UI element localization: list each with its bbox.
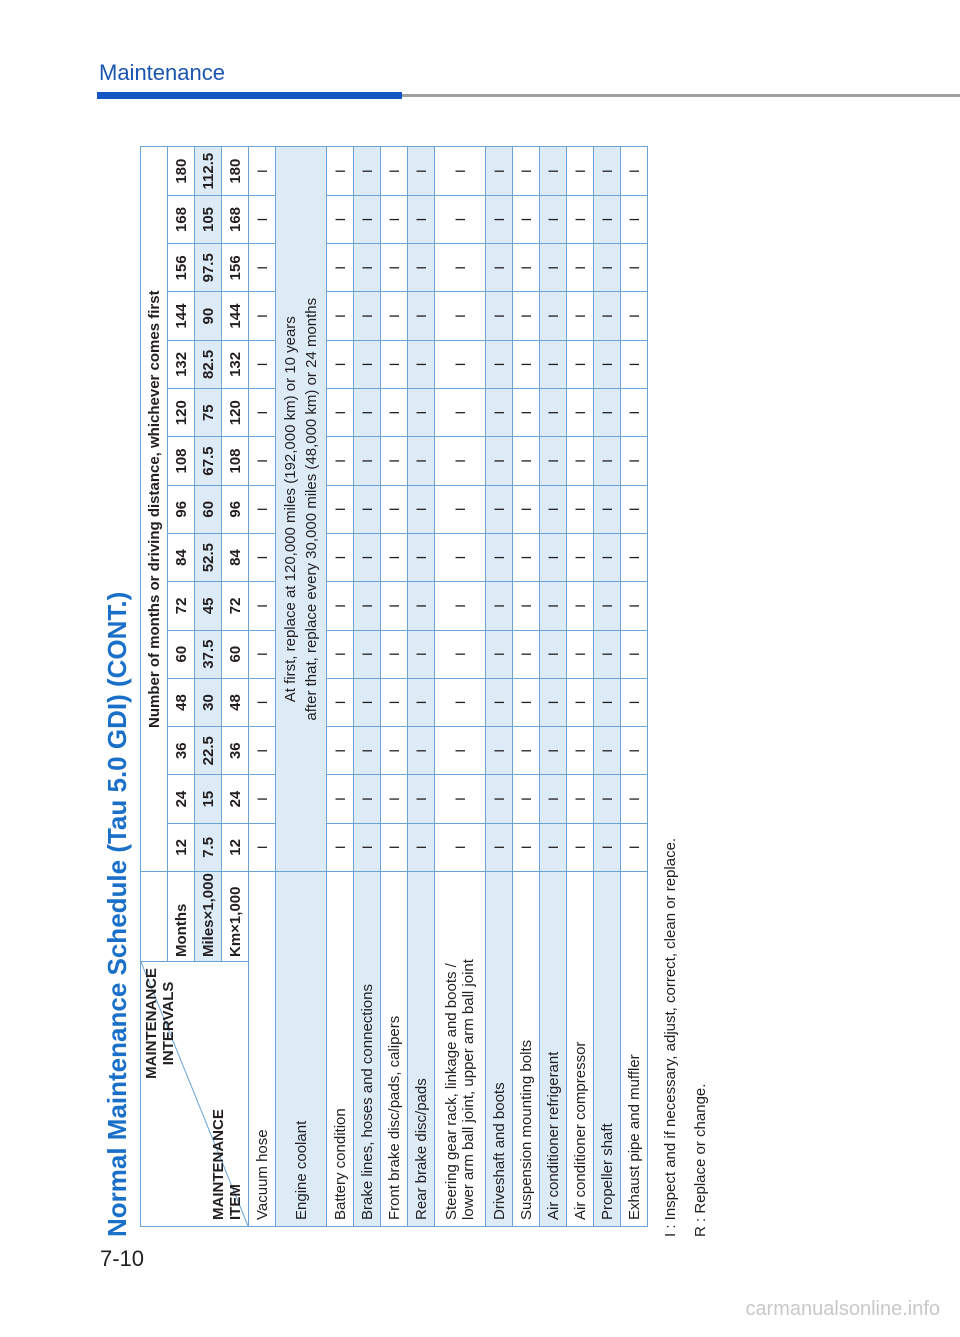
interval-mark: I bbox=[540, 485, 567, 533]
interval-mark: I bbox=[567, 533, 594, 581]
months-value: 72 bbox=[168, 582, 195, 630]
interval-mark: I bbox=[327, 823, 354, 871]
miles-value: 112.5 bbox=[195, 147, 222, 195]
interval-mark: I bbox=[621, 630, 648, 678]
interval-mark: I bbox=[621, 533, 648, 581]
interval-mark: I bbox=[408, 775, 435, 823]
interval-mark: I bbox=[621, 244, 648, 292]
interval-mark: I bbox=[621, 582, 648, 630]
interval-mark: I bbox=[486, 340, 513, 388]
interval-mark: I bbox=[513, 582, 540, 630]
interval-mark: I bbox=[327, 244, 354, 292]
interval-mark: I bbox=[567, 630, 594, 678]
interval-mark: I bbox=[435, 147, 486, 195]
interval-mark: I bbox=[621, 292, 648, 340]
interval-mark: I bbox=[540, 195, 567, 243]
interval-mark: I bbox=[435, 485, 486, 533]
interval-mark: I bbox=[435, 823, 486, 871]
interval-mark: I bbox=[567, 485, 594, 533]
km-label: Km×1,000 bbox=[222, 872, 249, 962]
interval-mark: I bbox=[486, 389, 513, 437]
interval-mark: I bbox=[567, 340, 594, 388]
interval-mark: I bbox=[435, 582, 486, 630]
months-value: 132 bbox=[168, 340, 195, 388]
interval-mark: I bbox=[513, 147, 540, 195]
corner-intervals-label: MAINTENANCE INTERVALS bbox=[143, 968, 177, 1079]
months-value: 60 bbox=[168, 630, 195, 678]
interval-mark: I bbox=[354, 147, 381, 195]
interval-mark: I bbox=[540, 727, 567, 775]
km-value: 96 bbox=[222, 485, 249, 533]
interval-mark: I bbox=[540, 389, 567, 437]
months-value: 12 bbox=[168, 823, 195, 871]
unit-spacer bbox=[141, 872, 168, 962]
interval-mark: I bbox=[621, 389, 648, 437]
interval-mark: I bbox=[435, 775, 486, 823]
interval-mark: I bbox=[540, 340, 567, 388]
maintenance-item: Battery condition bbox=[327, 872, 354, 1227]
table-row bbox=[327, 147, 354, 1227]
interval-mark: I bbox=[381, 678, 408, 726]
interval-mark: I bbox=[435, 533, 486, 581]
interval-mark: I bbox=[594, 823, 621, 871]
interval-mark: I bbox=[381, 823, 408, 871]
interval-mark: I bbox=[567, 775, 594, 823]
months-value: 120 bbox=[168, 389, 195, 437]
interval-mark: I bbox=[540, 630, 567, 678]
interval-mark: I bbox=[381, 485, 408, 533]
months-value: 36 bbox=[168, 727, 195, 775]
interval-mark: I bbox=[408, 437, 435, 485]
interval-mark: I bbox=[354, 823, 381, 871]
interval-mark: I bbox=[486, 823, 513, 871]
table-corner-header bbox=[141, 962, 249, 1227]
interval-mark: I bbox=[249, 437, 276, 485]
maintenance-item: Propeller shaft bbox=[594, 872, 621, 1227]
interval-mark: I bbox=[381, 437, 408, 485]
maintenance-item: Air conditioner refrigerant bbox=[540, 872, 567, 1227]
interval-mark: I bbox=[249, 292, 276, 340]
interval-mark: I bbox=[567, 727, 594, 775]
interval-mark: I bbox=[408, 823, 435, 871]
interval-mark: I bbox=[435, 437, 486, 485]
interval-mark: I bbox=[354, 727, 381, 775]
interval-mark: I bbox=[513, 485, 540, 533]
interval-mark: I bbox=[381, 340, 408, 388]
table-row bbox=[486, 147, 513, 1227]
interval-mark: I bbox=[594, 775, 621, 823]
maintenance-item: Engine coolant bbox=[276, 872, 327, 1227]
interval-mark: I bbox=[594, 533, 621, 581]
page-title: Normal Maintenance Schedule (Tau 5.0 GDI) (CONT.) bbox=[102, 591, 132, 1237]
months-value: 96 bbox=[168, 485, 195, 533]
interval-mark: I bbox=[486, 678, 513, 726]
interval-mark: I bbox=[354, 292, 381, 340]
interval-mark: I bbox=[327, 533, 354, 581]
miles-value: 15 bbox=[195, 775, 222, 823]
interval-mark: I bbox=[327, 195, 354, 243]
miles-label: Miles×1,000 bbox=[195, 872, 222, 962]
interval-mark: I bbox=[621, 775, 648, 823]
interval-mark: I bbox=[486, 292, 513, 340]
interval-mark: I bbox=[354, 389, 381, 437]
interval-mark: I bbox=[540, 678, 567, 726]
miles-value: 82.5 bbox=[195, 340, 222, 388]
interval-mark: I bbox=[594, 195, 621, 243]
interval-mark: I bbox=[513, 244, 540, 292]
interval-mark: I bbox=[249, 727, 276, 775]
interval-mark: I bbox=[513, 727, 540, 775]
interval-mark: I bbox=[567, 389, 594, 437]
interval-mark: I bbox=[435, 292, 486, 340]
maintenance-table bbox=[140, 146, 648, 1227]
interval-mark: I bbox=[567, 147, 594, 195]
interval-mark: I bbox=[594, 678, 621, 726]
interval-mark: I bbox=[540, 775, 567, 823]
interval-mark: I bbox=[408, 389, 435, 437]
interval-mark: I bbox=[567, 678, 594, 726]
interval-mark: I bbox=[540, 147, 567, 195]
interval-mark: I bbox=[408, 292, 435, 340]
interval-mark: I bbox=[594, 727, 621, 775]
km-value: 84 bbox=[222, 533, 249, 581]
interval-mark: I bbox=[327, 340, 354, 388]
header-accent-bar bbox=[97, 92, 402, 99]
interval-mark: I bbox=[486, 147, 513, 195]
interval-mark: I bbox=[354, 582, 381, 630]
interval-mark: I bbox=[408, 147, 435, 195]
interval-mark: I bbox=[327, 147, 354, 195]
km-value: 48 bbox=[222, 678, 249, 726]
interval-mark: I bbox=[513, 195, 540, 243]
interval-mark: I bbox=[354, 678, 381, 726]
interval-mark: I bbox=[513, 340, 540, 388]
interval-mark: I bbox=[381, 195, 408, 243]
table-row bbox=[408, 147, 435, 1227]
interval-mark: I bbox=[327, 582, 354, 630]
interval-mark: I bbox=[249, 244, 276, 292]
interval-mark: I bbox=[354, 244, 381, 292]
interval-mark: I bbox=[540, 582, 567, 630]
km-value: 36 bbox=[222, 727, 249, 775]
miles-value: 22.5 bbox=[195, 727, 222, 775]
interval-mark: I bbox=[513, 389, 540, 437]
interval-mark: I bbox=[354, 533, 381, 581]
months-value: 168 bbox=[168, 195, 195, 243]
interval-mark: I bbox=[408, 485, 435, 533]
interval-mark: I bbox=[408, 340, 435, 388]
months-value: 156 bbox=[168, 244, 195, 292]
interval-mark: I bbox=[381, 533, 408, 581]
rotated-content bbox=[102, 117, 802, 1237]
interval-mark: I bbox=[567, 582, 594, 630]
km-value: 72 bbox=[222, 582, 249, 630]
months-value: 84 bbox=[168, 533, 195, 581]
interval-mark: I bbox=[621, 823, 648, 871]
km-value: 168 bbox=[222, 195, 249, 243]
legend-line: I : Inspect and if necessary, adjust, correct, clean or replace. bbox=[662, 837, 679, 1237]
interval-mark: I bbox=[327, 485, 354, 533]
interval-mark: I bbox=[513, 630, 540, 678]
interval-mark: I bbox=[567, 437, 594, 485]
months-value: 108 bbox=[168, 437, 195, 485]
interval-mark: I bbox=[594, 485, 621, 533]
km-value: 156 bbox=[222, 244, 249, 292]
interval-mark: I bbox=[354, 775, 381, 823]
km-value: 120 bbox=[222, 389, 249, 437]
interval-mark: I bbox=[354, 485, 381, 533]
interval-mark: I bbox=[381, 147, 408, 195]
interval-mark: I bbox=[486, 533, 513, 581]
km-value: 24 bbox=[222, 775, 249, 823]
interval-mark: I bbox=[249, 485, 276, 533]
interval-mark: I bbox=[249, 582, 276, 630]
interval-mark: I bbox=[513, 775, 540, 823]
maintenance-item: Front brake disc/pads, calipers bbox=[381, 872, 408, 1227]
interval-mark: I bbox=[249, 389, 276, 437]
interval-mark: I bbox=[381, 292, 408, 340]
interval-mark: I bbox=[594, 244, 621, 292]
miles-value: 97.5 bbox=[195, 244, 222, 292]
interval-mark: I bbox=[408, 533, 435, 581]
interval-mark: I bbox=[327, 678, 354, 726]
watermark: carmanualsonline.info bbox=[745, 1298, 940, 1320]
interval-mark: I bbox=[249, 823, 276, 871]
miles-value: 105 bbox=[195, 195, 222, 243]
months-value: 180 bbox=[168, 147, 195, 195]
interval-mark: I bbox=[381, 582, 408, 630]
interval-mark: I bbox=[621, 727, 648, 775]
interval-mark: I bbox=[567, 823, 594, 871]
page-number: 7-10 bbox=[100, 1246, 145, 1271]
table-row bbox=[381, 147, 408, 1227]
interval-mark: I bbox=[381, 630, 408, 678]
interval-mark: I bbox=[567, 195, 594, 243]
interval-mark: I bbox=[327, 727, 354, 775]
interval-mark: I bbox=[594, 292, 621, 340]
interval-mark: I bbox=[435, 678, 486, 726]
table-row bbox=[594, 147, 621, 1227]
interval-mark: I bbox=[381, 244, 408, 292]
maintenance-item: Rear brake disc/pads bbox=[408, 872, 435, 1227]
interval-mark: I bbox=[249, 678, 276, 726]
interval-mark: I bbox=[513, 437, 540, 485]
interval-mark: I bbox=[621, 340, 648, 388]
months-label: Months bbox=[168, 872, 195, 962]
interval-mark: I bbox=[249, 340, 276, 388]
interval-mark: I bbox=[513, 823, 540, 871]
interval-mark: I bbox=[327, 292, 354, 340]
maintenance-item: Driveshaft and boots bbox=[486, 872, 513, 1227]
header-divider bbox=[402, 94, 960, 97]
km-value: 60 bbox=[222, 630, 249, 678]
interval-mark: I bbox=[621, 485, 648, 533]
months-value: 24 bbox=[168, 775, 195, 823]
maintenance-item: Exhaust pipe and muffler bbox=[621, 872, 648, 1227]
interval-mark: I bbox=[354, 195, 381, 243]
interval-mark: I bbox=[621, 195, 648, 243]
table-row bbox=[435, 147, 486, 1227]
item-note: At first, replace at 120,000 miles (192,000 km) or 10 years after that, replace every 30,000 miles (48,000 km) or 24 months bbox=[276, 147, 327, 872]
interval-mark: I bbox=[540, 533, 567, 581]
interval-mark: I bbox=[408, 582, 435, 630]
maintenance-item: Suspension mounting bolts bbox=[513, 872, 540, 1227]
interval-mark: I bbox=[327, 775, 354, 823]
miles-value: 67.5 bbox=[195, 437, 222, 485]
miles-value: 52.5 bbox=[195, 533, 222, 581]
interval-mark: I bbox=[540, 292, 567, 340]
interval-mark: I bbox=[486, 775, 513, 823]
interval-mark: I bbox=[354, 630, 381, 678]
interval-mark: I bbox=[249, 775, 276, 823]
table-row bbox=[567, 147, 594, 1227]
interval-mark: I bbox=[567, 292, 594, 340]
km-value: 132 bbox=[222, 340, 249, 388]
legend-line: R : Replace or change. bbox=[692, 1083, 709, 1237]
interval-mark: I bbox=[486, 582, 513, 630]
months-value: 144 bbox=[168, 292, 195, 340]
miles-value: 30 bbox=[195, 678, 222, 726]
miles-value: 45 bbox=[195, 582, 222, 630]
miles-value: 7.5 bbox=[195, 823, 222, 871]
miles-value: 37.5 bbox=[195, 630, 222, 678]
interval-mark: I bbox=[435, 195, 486, 243]
miles-value: 75 bbox=[195, 389, 222, 437]
interval-mark: I bbox=[408, 678, 435, 726]
km-value: 180 bbox=[222, 147, 249, 195]
interval-mark: I bbox=[381, 389, 408, 437]
interval-mark: I bbox=[513, 292, 540, 340]
interval-mark: I bbox=[249, 630, 276, 678]
interval-mark: I bbox=[594, 340, 621, 388]
maintenance-item: Air conditioner compressor bbox=[567, 872, 594, 1227]
interval-mark: I bbox=[486, 437, 513, 485]
interval-span-header: Number of months or driving distance, whichever comes first bbox=[141, 147, 168, 872]
interval-mark: I bbox=[486, 195, 513, 243]
interval-mark: I bbox=[594, 437, 621, 485]
table-row bbox=[621, 147, 648, 1227]
interval-mark: I bbox=[327, 630, 354, 678]
interval-mark: I bbox=[327, 437, 354, 485]
interval-mark: I bbox=[435, 244, 486, 292]
interval-mark: I bbox=[408, 630, 435, 678]
km-value: 12 bbox=[222, 823, 249, 871]
interval-mark: I bbox=[408, 195, 435, 243]
interval-mark: I bbox=[621, 437, 648, 485]
interval-mark: I bbox=[435, 630, 486, 678]
interval-mark: I bbox=[621, 678, 648, 726]
interval-mark: I bbox=[435, 389, 486, 437]
interval-mark: I bbox=[540, 244, 567, 292]
interval-mark: I bbox=[567, 244, 594, 292]
section-header: Maintenance bbox=[99, 60, 225, 85]
interval-mark: I bbox=[486, 630, 513, 678]
interval-mark: I bbox=[513, 533, 540, 581]
interval-mark: I bbox=[486, 485, 513, 533]
interval-mark: I bbox=[540, 437, 567, 485]
interval-mark: I bbox=[486, 727, 513, 775]
interval-mark: I bbox=[621, 147, 648, 195]
km-value: 144 bbox=[222, 292, 249, 340]
interval-mark: I bbox=[486, 244, 513, 292]
interval-mark: I bbox=[381, 775, 408, 823]
interval-mark: I bbox=[594, 147, 621, 195]
corner-item-label: MAINTENANCE ITEM bbox=[210, 1109, 244, 1220]
miles-value: 90 bbox=[195, 292, 222, 340]
table-row bbox=[249, 147, 276, 1227]
interval-mark: I bbox=[540, 823, 567, 871]
interval-mark: I bbox=[408, 244, 435, 292]
table-row bbox=[354, 147, 381, 1227]
interval-mark: I bbox=[435, 727, 486, 775]
table-row bbox=[540, 147, 567, 1227]
interval-mark: I bbox=[381, 727, 408, 775]
km-value: 108 bbox=[222, 437, 249, 485]
interval-mark: I bbox=[435, 340, 486, 388]
miles-value: 60 bbox=[195, 485, 222, 533]
maintenance-item: Brake lines, hoses and connections bbox=[354, 872, 381, 1227]
table-row bbox=[276, 147, 327, 1227]
interval-mark: I bbox=[354, 340, 381, 388]
interval-mark: I bbox=[327, 389, 354, 437]
interval-mark: I bbox=[594, 389, 621, 437]
table-row bbox=[513, 147, 540, 1227]
interval-mark: I bbox=[249, 147, 276, 195]
interval-mark: I bbox=[594, 630, 621, 678]
interval-mark: I bbox=[249, 195, 276, 243]
months-value: 48 bbox=[168, 678, 195, 726]
interval-mark: I bbox=[249, 533, 276, 581]
maintenance-item: Vacuum hose bbox=[249, 872, 276, 1227]
interval-mark: I bbox=[408, 727, 435, 775]
interval-mark: I bbox=[513, 678, 540, 726]
maintenance-item: Steering gear rack, linkage and boots / lower arm ball joint, upper arm ball joint bbox=[435, 872, 486, 1227]
interval-mark: I bbox=[354, 437, 381, 485]
interval-mark: I bbox=[594, 582, 621, 630]
